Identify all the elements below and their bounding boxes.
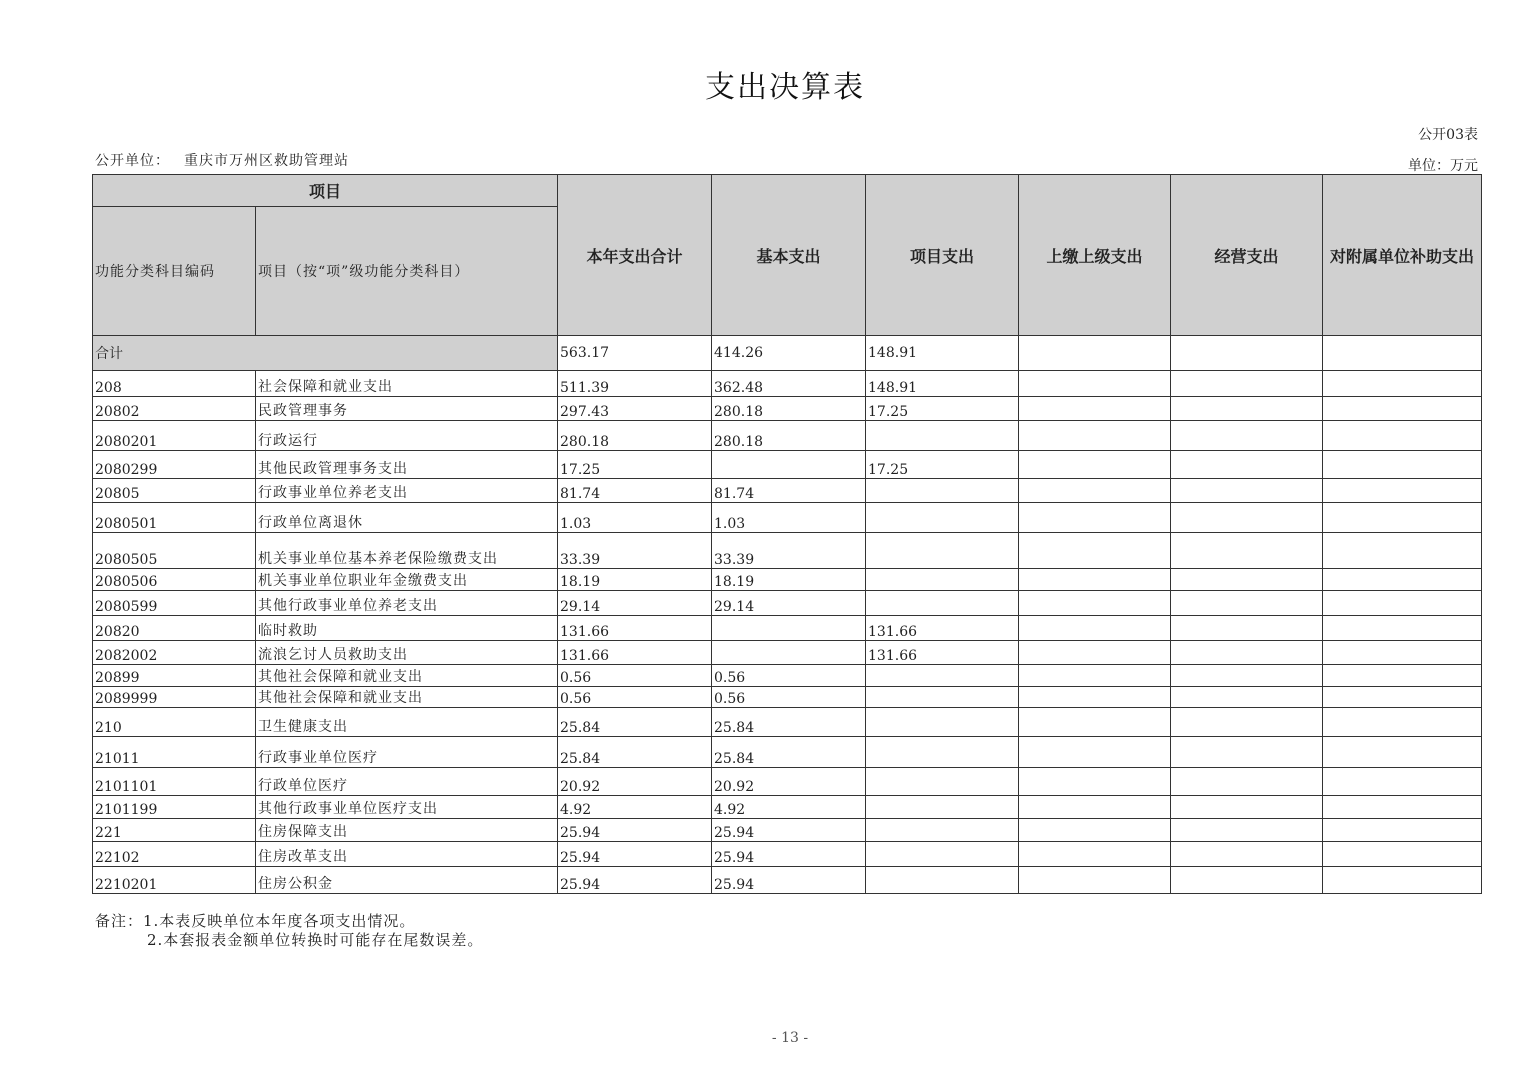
row-code: 2101199 xyxy=(93,796,256,819)
row-subsidy xyxy=(1323,708,1482,737)
row-code: 2080299 xyxy=(93,451,256,479)
row-name: 行政单位离退休 xyxy=(256,503,558,533)
total-business xyxy=(1171,336,1323,371)
row-subsidy xyxy=(1323,768,1482,796)
row-business xyxy=(1171,641,1323,665)
row-name: 卫生健康支出 xyxy=(256,708,558,737)
header-project: 项目 xyxy=(93,175,558,207)
row-upper xyxy=(1019,569,1171,591)
row-code: 221 xyxy=(93,819,256,842)
row-business xyxy=(1171,819,1323,842)
row-code: 2089999 xyxy=(93,687,256,708)
total-label: 合计 xyxy=(93,336,558,371)
row-total: 297.43 xyxy=(558,397,712,421)
row-business xyxy=(1171,503,1323,533)
row-upper xyxy=(1019,479,1171,503)
row-project xyxy=(866,819,1019,842)
row-name: 行政单位医疗 xyxy=(256,768,558,796)
row-total: 25.84 xyxy=(558,737,712,768)
row-total: 33.39 xyxy=(558,533,712,569)
row-basic: 25.94 xyxy=(712,867,866,894)
row-name: 社会保障和就业支出 xyxy=(256,371,558,397)
header-project-expenditure: 项目支出 xyxy=(866,175,1019,336)
organization xyxy=(95,150,349,170)
row-name: 住房保障支出 xyxy=(256,819,558,842)
row-upper xyxy=(1019,503,1171,533)
row-code: 20802 xyxy=(93,397,256,421)
row-basic: 362.48 xyxy=(712,371,866,397)
row-basic: 29.14 xyxy=(712,591,866,616)
row-project xyxy=(866,569,1019,591)
row-subsidy xyxy=(1323,397,1482,421)
notes xyxy=(95,912,483,950)
row-upper xyxy=(1019,591,1171,616)
row-code: 2101101 xyxy=(93,768,256,796)
row-upper xyxy=(1019,867,1171,894)
row-basic: 25.94 xyxy=(712,842,866,867)
table-row xyxy=(93,371,1482,397)
row-total: 0.56 xyxy=(558,687,712,708)
row-total: 29.14 xyxy=(558,591,712,616)
row-business xyxy=(1171,569,1323,591)
row-project xyxy=(866,665,1019,687)
header-name: 项目（按“项”级功能分类科目） xyxy=(256,207,558,336)
row-name: 住房改革支出 xyxy=(256,842,558,867)
row-project xyxy=(866,842,1019,867)
row-business xyxy=(1171,842,1323,867)
table-row xyxy=(93,533,1482,569)
row-name: 民政管理事务 xyxy=(256,397,558,421)
note-1: 备注：1.本表反映单位本年度各项支出情况。 xyxy=(95,912,416,930)
row-basic: 25.84 xyxy=(712,737,866,768)
row-upper xyxy=(1019,533,1171,569)
row-code: 208 xyxy=(93,371,256,397)
org-label: 公开单位： xyxy=(95,153,170,169)
header-upper: 上缴上级支出 xyxy=(1019,175,1171,336)
row-basic: 81.74 xyxy=(712,479,866,503)
row-total: 81.74 xyxy=(558,479,712,503)
row-total: 25.94 xyxy=(558,842,712,867)
row-business xyxy=(1171,397,1323,421)
row-project: 131.66 xyxy=(866,641,1019,665)
row-name: 其他社会保障和就业支出 xyxy=(256,665,558,687)
row-basic: 25.94 xyxy=(712,819,866,842)
row-total: 1.03 xyxy=(558,503,712,533)
row-project xyxy=(866,867,1019,894)
row-code: 2210201 xyxy=(93,867,256,894)
row-name: 其他社会保障和就业支出 xyxy=(256,687,558,708)
row-upper xyxy=(1019,842,1171,867)
row-business xyxy=(1171,768,1323,796)
row-project xyxy=(866,421,1019,451)
row-basic: 1.03 xyxy=(712,503,866,533)
row-code: 20805 xyxy=(93,479,256,503)
row-basic xyxy=(712,451,866,479)
org-name: 重庆市万州区救助管理站 xyxy=(184,153,349,169)
row-name: 行政运行 xyxy=(256,421,558,451)
row-business xyxy=(1171,737,1323,768)
row-upper xyxy=(1019,687,1171,708)
row-project xyxy=(866,737,1019,768)
row-name: 机关事业单位基本养老保险缴费支出 xyxy=(256,533,558,569)
expenditure-table xyxy=(92,174,1482,894)
row-business xyxy=(1171,796,1323,819)
row-code: 22102 xyxy=(93,842,256,867)
page-title: 支出决算表 xyxy=(705,70,865,105)
row-total: 25.94 xyxy=(558,867,712,894)
table-row xyxy=(93,665,1482,687)
row-upper xyxy=(1019,819,1171,842)
row-code: 20899 xyxy=(93,665,256,687)
row-code: 2080599 xyxy=(93,591,256,616)
row-business xyxy=(1171,867,1323,894)
row-project xyxy=(866,687,1019,708)
row-total: 20.92 xyxy=(558,768,712,796)
row-subsidy xyxy=(1323,819,1482,842)
header-total: 本年支出合计 xyxy=(558,175,712,336)
row-basic: 0.56 xyxy=(712,665,866,687)
table-row xyxy=(93,451,1482,479)
row-project: 17.25 xyxy=(866,451,1019,479)
row-upper xyxy=(1019,665,1171,687)
row-basic: 20.92 xyxy=(712,768,866,796)
row-subsidy xyxy=(1323,641,1482,665)
total-basic: 414.26 xyxy=(712,336,866,371)
row-project: 17.25 xyxy=(866,397,1019,421)
row-project: 148.91 xyxy=(866,371,1019,397)
row-subsidy xyxy=(1323,591,1482,616)
row-upper xyxy=(1019,371,1171,397)
header-business: 经营支出 xyxy=(1171,175,1323,336)
table-row xyxy=(93,842,1482,867)
row-name: 行政事业单位医疗 xyxy=(256,737,558,768)
row-business xyxy=(1171,591,1323,616)
row-project xyxy=(866,503,1019,533)
row-subsidy xyxy=(1323,569,1482,591)
row-subsidy xyxy=(1323,616,1482,641)
row-subsidy xyxy=(1323,503,1482,533)
row-business xyxy=(1171,533,1323,569)
table-row xyxy=(93,569,1482,591)
table-row xyxy=(93,796,1482,819)
row-business xyxy=(1171,687,1323,708)
row-subsidy xyxy=(1323,451,1482,479)
row-total: 131.66 xyxy=(558,641,712,665)
row-business xyxy=(1171,451,1323,479)
row-basic: 25.84 xyxy=(712,708,866,737)
row-subsidy xyxy=(1323,687,1482,708)
row-code: 210 xyxy=(93,708,256,737)
table-row xyxy=(93,819,1482,842)
row-basic xyxy=(712,616,866,641)
row-total: 511.39 xyxy=(558,371,712,397)
row-name: 住房公积金 xyxy=(256,867,558,894)
table-id: 公开03表 xyxy=(1418,127,1478,143)
row-name: 其他行政事业单位医疗支出 xyxy=(256,796,558,819)
row-subsidy xyxy=(1323,479,1482,503)
row-business xyxy=(1171,371,1323,397)
row-business xyxy=(1171,665,1323,687)
row-code: 2080201 xyxy=(93,421,256,451)
note-2: 2.本套报表金额单位转换时可能存在尾数误差。 xyxy=(147,931,484,949)
row-subsidy xyxy=(1323,842,1482,867)
row-basic: 280.18 xyxy=(712,397,866,421)
row-name: 临时救助 xyxy=(256,616,558,641)
row-basic: 4.92 xyxy=(712,796,866,819)
header-code: 功能分类科目编码 xyxy=(93,207,256,336)
table-row xyxy=(93,641,1482,665)
table-row xyxy=(93,737,1482,768)
row-upper xyxy=(1019,451,1171,479)
table-row xyxy=(93,708,1482,737)
table-row xyxy=(93,397,1482,421)
table-row xyxy=(93,616,1482,641)
row-name: 机关事业单位职业年金缴费支出 xyxy=(256,569,558,591)
total-subsidy xyxy=(1323,336,1482,371)
row-subsidy xyxy=(1323,796,1482,819)
row-total: 0.56 xyxy=(558,665,712,687)
row-upper xyxy=(1019,796,1171,819)
row-basic: 33.39 xyxy=(712,533,866,569)
table-row xyxy=(93,503,1482,533)
row-upper xyxy=(1019,708,1171,737)
page-number: - 13 - xyxy=(771,1030,809,1046)
row-code: 2082002 xyxy=(93,641,256,665)
row-total: 280.18 xyxy=(558,421,712,451)
row-total: 131.66 xyxy=(558,616,712,641)
table-row xyxy=(93,591,1482,616)
row-total: 4.92 xyxy=(558,796,712,819)
row-upper xyxy=(1019,737,1171,768)
row-business xyxy=(1171,616,1323,641)
row-code: 2080506 xyxy=(93,569,256,591)
row-subsidy xyxy=(1323,421,1482,451)
table-row xyxy=(93,421,1482,451)
row-basic: 280.18 xyxy=(712,421,866,451)
table-row xyxy=(93,687,1482,708)
row-business xyxy=(1171,479,1323,503)
row-business xyxy=(1171,421,1323,451)
row-project xyxy=(866,768,1019,796)
row-code: 2080501 xyxy=(93,503,256,533)
row-name: 其他行政事业单位养老支出 xyxy=(256,591,558,616)
row-project xyxy=(866,533,1019,569)
row-subsidy xyxy=(1323,533,1482,569)
row-upper xyxy=(1019,768,1171,796)
row-code: 2080505 xyxy=(93,533,256,569)
row-upper xyxy=(1019,397,1171,421)
row-project xyxy=(866,591,1019,616)
row-upper xyxy=(1019,421,1171,451)
row-subsidy xyxy=(1323,867,1482,894)
row-subsidy xyxy=(1323,665,1482,687)
row-project xyxy=(866,708,1019,737)
row-upper xyxy=(1019,641,1171,665)
table-row xyxy=(93,768,1482,796)
header-subsidy: 对附属单位补助支出 xyxy=(1323,175,1482,336)
total-project: 148.91 xyxy=(866,336,1019,371)
row-code: 20820 xyxy=(93,616,256,641)
row-code: 21011 xyxy=(93,737,256,768)
row-basic: 0.56 xyxy=(712,687,866,708)
row-basic xyxy=(712,641,866,665)
header-basic: 基本支出 xyxy=(712,175,866,336)
total-row xyxy=(93,336,1482,371)
row-subsidy xyxy=(1323,737,1482,768)
row-total: 17.25 xyxy=(558,451,712,479)
row-total: 25.94 xyxy=(558,819,712,842)
table-row xyxy=(93,479,1482,503)
total-upper xyxy=(1019,336,1171,371)
table-row xyxy=(93,867,1482,894)
row-business xyxy=(1171,708,1323,737)
row-project: 131.66 xyxy=(866,616,1019,641)
row-upper xyxy=(1019,616,1171,641)
row-name: 其他民政管理事务支出 xyxy=(256,451,558,479)
row-total: 25.84 xyxy=(558,708,712,737)
total-amount: 563.17 xyxy=(558,336,712,371)
row-project xyxy=(866,479,1019,503)
row-project xyxy=(866,796,1019,819)
row-name: 行政事业单位养老支出 xyxy=(256,479,558,503)
row-subsidy xyxy=(1323,371,1482,397)
row-basic: 18.19 xyxy=(712,569,866,591)
row-total: 18.19 xyxy=(558,569,712,591)
row-name: 流浪乞讨人员救助支出 xyxy=(256,641,558,665)
unit-label: 单位：万元 xyxy=(1408,158,1478,174)
